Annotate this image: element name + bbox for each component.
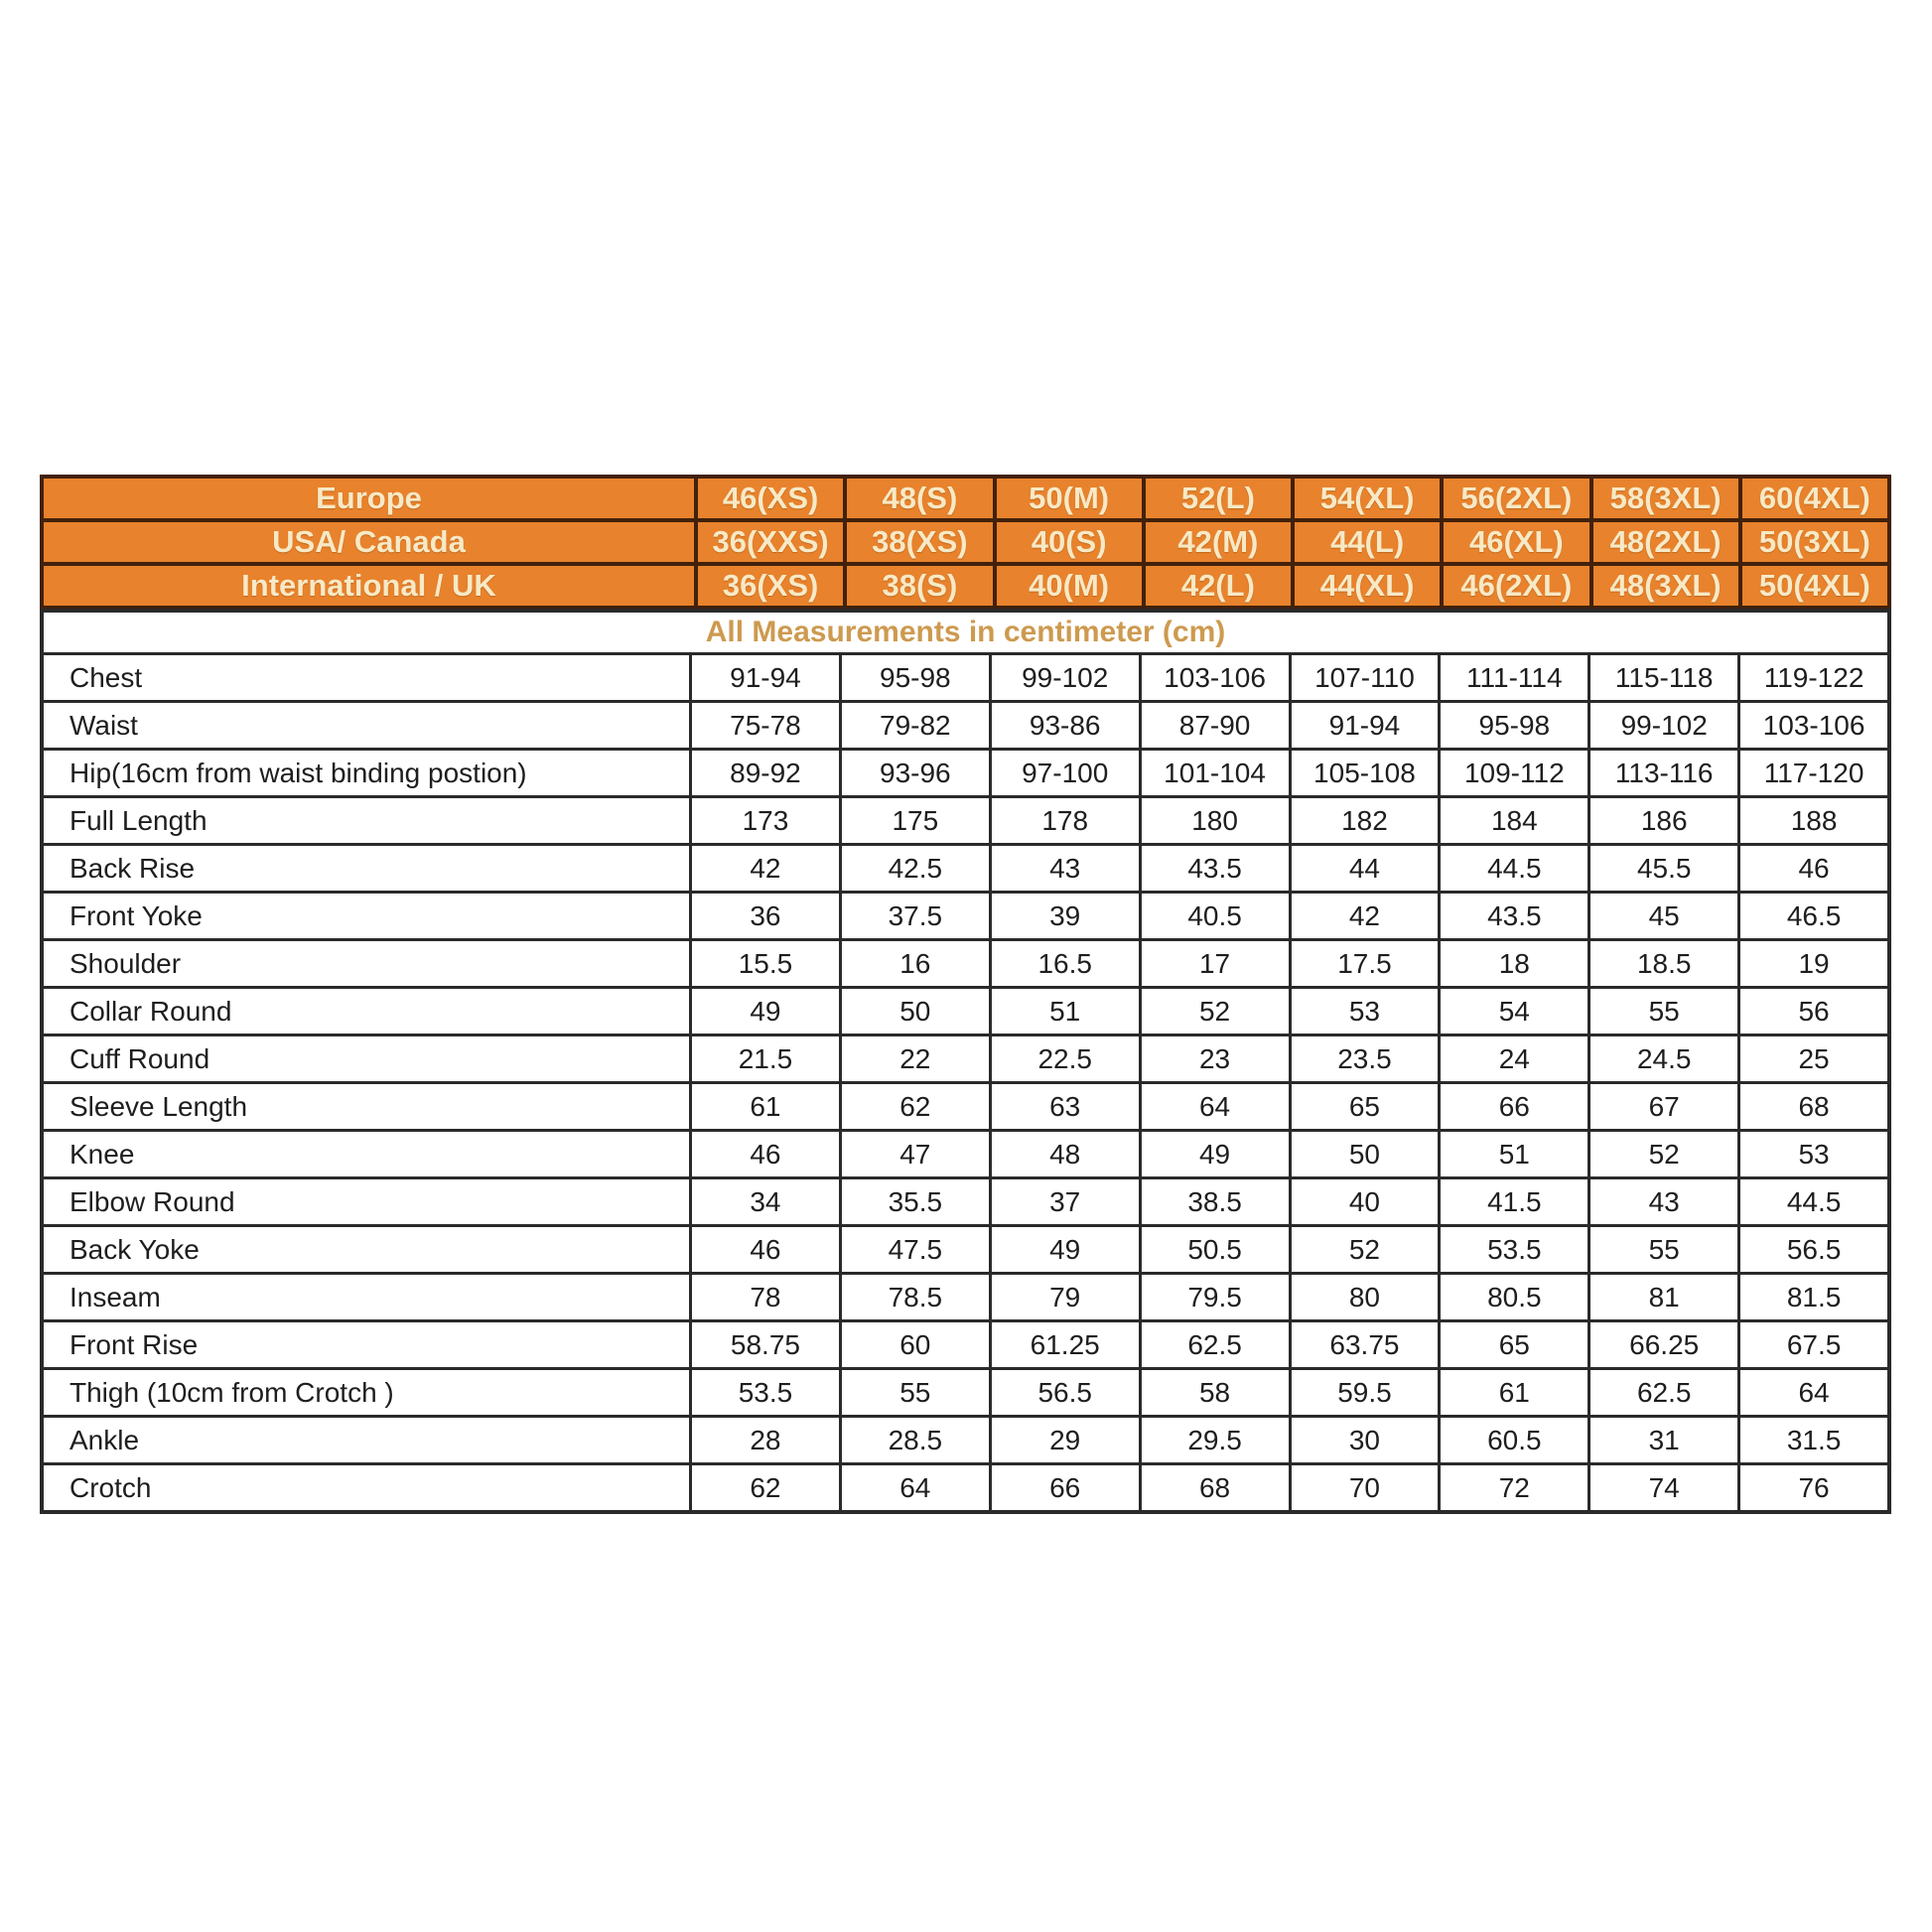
measurement-value-cell: 16 (842, 941, 989, 986)
measurement-value-cell: 91-94 (1292, 703, 1439, 748)
measurement-value-cell: 24.5 (1590, 1036, 1737, 1081)
measurement-value-cell: 43.5 (1142, 846, 1289, 891)
size-system-label: Europe (44, 479, 694, 518)
measurement-value-cell: 93-96 (842, 751, 989, 795)
measurement-value-cell: 40 (1292, 1179, 1439, 1224)
measurement-value-cell: 53 (1292, 989, 1439, 1034)
measurement-value-cell: 56.5 (992, 1370, 1139, 1415)
measurement-value-cell: 30 (1292, 1418, 1439, 1462)
measurement-label: Crotch (44, 1465, 689, 1510)
measurement-value-cell: 48 (992, 1132, 1139, 1176)
measurement-value-cell: 44.5 (1441, 846, 1587, 891)
size-value-cell: 54(XL) (1295, 479, 1440, 518)
measurement-value-cell: 72 (1441, 1465, 1587, 1510)
measurement-value-cell: 46 (692, 1132, 839, 1176)
measurement-value-cell: 22.5 (992, 1036, 1139, 1081)
size-value-cell: 38(S) (847, 566, 992, 606)
size-system-label: International / UK (44, 566, 694, 606)
measurement-value-cell: 76 (1740, 1465, 1887, 1510)
measurement-value-cell: 53.5 (1441, 1227, 1587, 1272)
measurement-value-cell: 37 (992, 1179, 1139, 1224)
measurement-value-cell: 40.5 (1142, 894, 1289, 938)
measurement-value-cell: 78.5 (842, 1275, 989, 1319)
measurement-value-cell: 23 (1142, 1036, 1289, 1081)
measurement-value-cell: 50 (842, 989, 989, 1034)
measurement-label: Chest (44, 655, 689, 700)
size-value-cell: 44(L) (1295, 522, 1440, 562)
measurement-value-cell: 64 (1740, 1370, 1887, 1415)
measurement-value-cell: 42.5 (842, 846, 989, 891)
measurement-value-cell: 89-92 (692, 751, 839, 795)
measurement-value-cell: 66 (992, 1465, 1139, 1510)
measurement-value-cell: 107-110 (1292, 655, 1439, 700)
measurement-value-cell: 63.75 (1292, 1322, 1439, 1367)
measurement-value-cell: 175 (842, 798, 989, 843)
measurement-value-cell: 65 (1292, 1084, 1439, 1129)
measurement-value-cell: 80.5 (1441, 1275, 1587, 1319)
measurement-label: Elbow Round (44, 1179, 689, 1224)
measurement-value-cell: 19 (1740, 941, 1887, 986)
measurement-value-cell: 79.5 (1142, 1275, 1289, 1319)
measurement-value-cell: 97-100 (992, 751, 1139, 795)
size-value-cell: 58(3XL) (1593, 479, 1738, 518)
measurement-value-cell: 64 (1142, 1084, 1289, 1129)
measurement-value-cell: 58 (1142, 1370, 1289, 1415)
measurement-value-cell: 55 (1590, 989, 1737, 1034)
measurement-value-cell: 42 (1292, 894, 1439, 938)
measurement-value-cell: 51 (1441, 1132, 1587, 1176)
measurement-value-cell: 31.5 (1740, 1418, 1887, 1462)
measurement-value-cell: 61.25 (992, 1322, 1139, 1367)
measurement-value-cell: 49 (992, 1227, 1139, 1272)
measurement-value-cell: 109-112 (1441, 751, 1587, 795)
measurement-label: Ankle (44, 1418, 689, 1462)
measurement-value-cell: 111-114 (1441, 655, 1587, 700)
measurement-value-cell: 61 (692, 1084, 839, 1129)
measurement-value-cell: 58.75 (692, 1322, 839, 1367)
measurement-value-cell: 79-82 (842, 703, 989, 748)
measurement-value-cell: 79 (992, 1275, 1139, 1319)
size-value-cell: 36(XXS) (698, 522, 843, 562)
measurement-value-cell: 51 (992, 989, 1139, 1034)
measurement-value-cell: 68 (1142, 1465, 1289, 1510)
measurement-value-cell: 28.5 (842, 1418, 989, 1462)
measurement-value-cell: 67.5 (1740, 1322, 1887, 1367)
measurement-value-cell: 46 (692, 1227, 839, 1272)
measurement-value-cell: 62 (692, 1465, 839, 1510)
measurement-value-cell: 36 (692, 894, 839, 938)
measurement-value-cell: 43 (992, 846, 1139, 891)
size-system-label: USA/ Canada (44, 522, 694, 562)
measurement-value-cell: 56 (1740, 989, 1887, 1034)
measurements-table (40, 609, 1891, 1514)
measurement-value-cell: 62 (842, 1084, 989, 1129)
measurement-label: Shoulder (44, 941, 689, 986)
measurement-value-cell: 44.5 (1740, 1179, 1887, 1224)
measurement-value-cell: 18.5 (1590, 941, 1737, 986)
measurement-label: Front Rise (44, 1322, 689, 1367)
measurement-label: Collar Round (44, 989, 689, 1034)
size-value-cell: 40(S) (997, 522, 1142, 562)
measurement-value-cell: 75-78 (692, 703, 839, 748)
size-value-cell: 46(XS) (698, 479, 843, 518)
size-value-cell: 50(3XL) (1742, 522, 1887, 562)
measurement-label: Back Rise (44, 846, 689, 891)
size-value-cell: 42(M) (1146, 522, 1291, 562)
measurement-value-cell: 182 (1292, 798, 1439, 843)
size-chart (40, 475, 1891, 1514)
measurement-value-cell: 59.5 (1292, 1370, 1439, 1415)
measurement-value-cell: 64 (842, 1465, 989, 1510)
size-value-cell: 52(L) (1146, 479, 1291, 518)
measurement-value-cell: 184 (1441, 798, 1587, 843)
measurement-label: Sleeve Length (44, 1084, 689, 1129)
size-value-cell: 50(4XL) (1742, 566, 1887, 606)
measurement-value-cell: 101-104 (1142, 751, 1289, 795)
measurement-value-cell: 52 (1590, 1132, 1737, 1176)
measurement-value-cell: 16.5 (992, 941, 1139, 986)
measurement-value-cell: 115-118 (1590, 655, 1737, 700)
measurement-value-cell: 95-98 (1441, 703, 1587, 748)
measurement-value-cell: 66.25 (1590, 1322, 1737, 1367)
measurement-value-cell: 55 (842, 1370, 989, 1415)
measurement-value-cell: 21.5 (692, 1036, 839, 1081)
measurement-label: Front Yoke (44, 894, 689, 938)
measurement-value-cell: 50.5 (1142, 1227, 1289, 1272)
measurement-value-cell: 47 (842, 1132, 989, 1176)
measurement-value-cell: 22 (842, 1036, 989, 1081)
measurement-value-cell: 49 (692, 989, 839, 1034)
measurement-value-cell: 81 (1590, 1275, 1737, 1319)
measurement-value-cell: 99-102 (1590, 703, 1737, 748)
measurement-value-cell: 56.5 (1740, 1227, 1887, 1272)
measurement-value-cell: 93-86 (992, 703, 1139, 748)
measurement-value-cell: 46.5 (1740, 894, 1887, 938)
measurement-value-cell: 17 (1142, 941, 1289, 986)
measurement-label: Inseam (44, 1275, 689, 1319)
measurement-value-cell: 37.5 (842, 894, 989, 938)
measurement-value-cell: 52 (1142, 989, 1289, 1034)
measurement-value-cell: 60 (842, 1322, 989, 1367)
measurement-value-cell: 47.5 (842, 1227, 989, 1272)
measurement-value-cell: 31 (1590, 1418, 1737, 1462)
measurement-value-cell: 53 (1740, 1132, 1887, 1176)
measurement-value-cell: 62.5 (1142, 1322, 1289, 1367)
measurement-value-cell: 54 (1441, 989, 1587, 1034)
measurement-value-cell: 70 (1292, 1465, 1439, 1510)
measurement-value-cell: 35.5 (842, 1179, 989, 1224)
size-value-cell: 60(4XL) (1742, 479, 1887, 518)
measurement-value-cell: 180 (1142, 798, 1289, 843)
measurement-value-cell: 95-98 (842, 655, 989, 700)
size-value-cell: 46(XL) (1444, 522, 1588, 562)
measurement-value-cell: 43 (1590, 1179, 1737, 1224)
measurement-value-cell: 117-120 (1740, 751, 1887, 795)
measurement-value-cell: 173 (692, 798, 839, 843)
measurement-label: Waist (44, 703, 689, 748)
size-value-cell: 56(2XL) (1444, 479, 1588, 518)
measurement-value-cell: 78 (692, 1275, 839, 1319)
measurement-value-cell: 52 (1292, 1227, 1439, 1272)
measurement-value-cell: 23.5 (1292, 1036, 1439, 1081)
measurement-value-cell: 60.5 (1441, 1418, 1587, 1462)
measurement-label: Full Length (44, 798, 689, 843)
measurement-label: Back Yoke (44, 1227, 689, 1272)
measurement-value-cell: 24 (1441, 1036, 1587, 1081)
measurement-value-cell: 80 (1292, 1275, 1439, 1319)
measurement-value-cell: 25 (1740, 1036, 1887, 1081)
measurement-value-cell: 113-116 (1590, 751, 1737, 795)
measurement-value-cell: 50 (1292, 1132, 1439, 1176)
size-value-cell: 38(XS) (847, 522, 992, 562)
measurement-value-cell: 119-122 (1740, 655, 1887, 700)
measurement-label: Thigh (10cm from Crotch ) (44, 1370, 689, 1415)
measurement-label: Hip(16cm from waist binding postion) (44, 751, 689, 795)
measurement-value-cell: 105-108 (1292, 751, 1439, 795)
measurement-value-cell: 42 (692, 846, 839, 891)
measurement-value-cell: 39 (992, 894, 1139, 938)
measurement-value-cell: 186 (1590, 798, 1737, 843)
measurement-value-cell: 45 (1590, 894, 1737, 938)
units-note: All Measurements in centimeter (cm) (44, 613, 1887, 652)
measurement-value-cell: 28 (692, 1418, 839, 1462)
measurement-value-cell: 61 (1441, 1370, 1587, 1415)
measurement-value-cell: 38.5 (1142, 1179, 1289, 1224)
measurement-value-cell: 15.5 (692, 941, 839, 986)
measurement-label: Cuff Round (44, 1036, 689, 1081)
size-value-cell: 42(L) (1146, 566, 1291, 606)
measurement-value-cell: 46 (1740, 846, 1887, 891)
measurement-value-cell: 55 (1590, 1227, 1737, 1272)
measurement-value-cell: 81.5 (1740, 1275, 1887, 1319)
measurement-value-cell: 103-106 (1740, 703, 1887, 748)
measurement-value-cell: 29 (992, 1418, 1139, 1462)
size-value-cell: 36(XS) (698, 566, 843, 606)
size-value-cell: 48(2XL) (1593, 522, 1738, 562)
measurement-value-cell: 178 (992, 798, 1139, 843)
measurement-label: Knee (44, 1132, 689, 1176)
measurement-value-cell: 67 (1590, 1084, 1737, 1129)
measurement-value-cell: 49 (1142, 1132, 1289, 1176)
measurement-value-cell: 34 (692, 1179, 839, 1224)
measurement-value-cell: 91-94 (692, 655, 839, 700)
measurement-value-cell: 65 (1441, 1322, 1587, 1367)
measurement-value-cell: 188 (1740, 798, 1887, 843)
measurement-value-cell: 62.5 (1590, 1370, 1737, 1415)
measurement-value-cell: 18 (1441, 941, 1587, 986)
size-value-cell: 48(3XL) (1593, 566, 1738, 606)
measurement-value-cell: 68 (1740, 1084, 1887, 1129)
measurement-value-cell: 53.5 (692, 1370, 839, 1415)
measurement-value-cell: 63 (992, 1084, 1139, 1129)
measurement-value-cell: 87-90 (1142, 703, 1289, 748)
size-value-cell: 50(M) (997, 479, 1142, 518)
measurement-value-cell: 29.5 (1142, 1418, 1289, 1462)
measurement-value-cell: 66 (1441, 1084, 1587, 1129)
measurement-value-cell: 44 (1292, 846, 1439, 891)
size-value-cell: 44(XL) (1295, 566, 1440, 606)
measurement-value-cell: 45.5 (1590, 846, 1737, 891)
size-value-cell: 46(2XL) (1444, 566, 1588, 606)
measurement-value-cell: 74 (1590, 1465, 1737, 1510)
size-header-table (40, 475, 1891, 610)
measurement-value-cell: 17.5 (1292, 941, 1439, 986)
measurement-value-cell: 41.5 (1441, 1179, 1587, 1224)
size-value-cell: 40(M) (997, 566, 1142, 606)
size-value-cell: 48(S) (847, 479, 992, 518)
measurement-value-cell: 99-102 (992, 655, 1139, 700)
measurement-value-cell: 43.5 (1441, 894, 1587, 938)
measurement-value-cell: 103-106 (1142, 655, 1289, 700)
